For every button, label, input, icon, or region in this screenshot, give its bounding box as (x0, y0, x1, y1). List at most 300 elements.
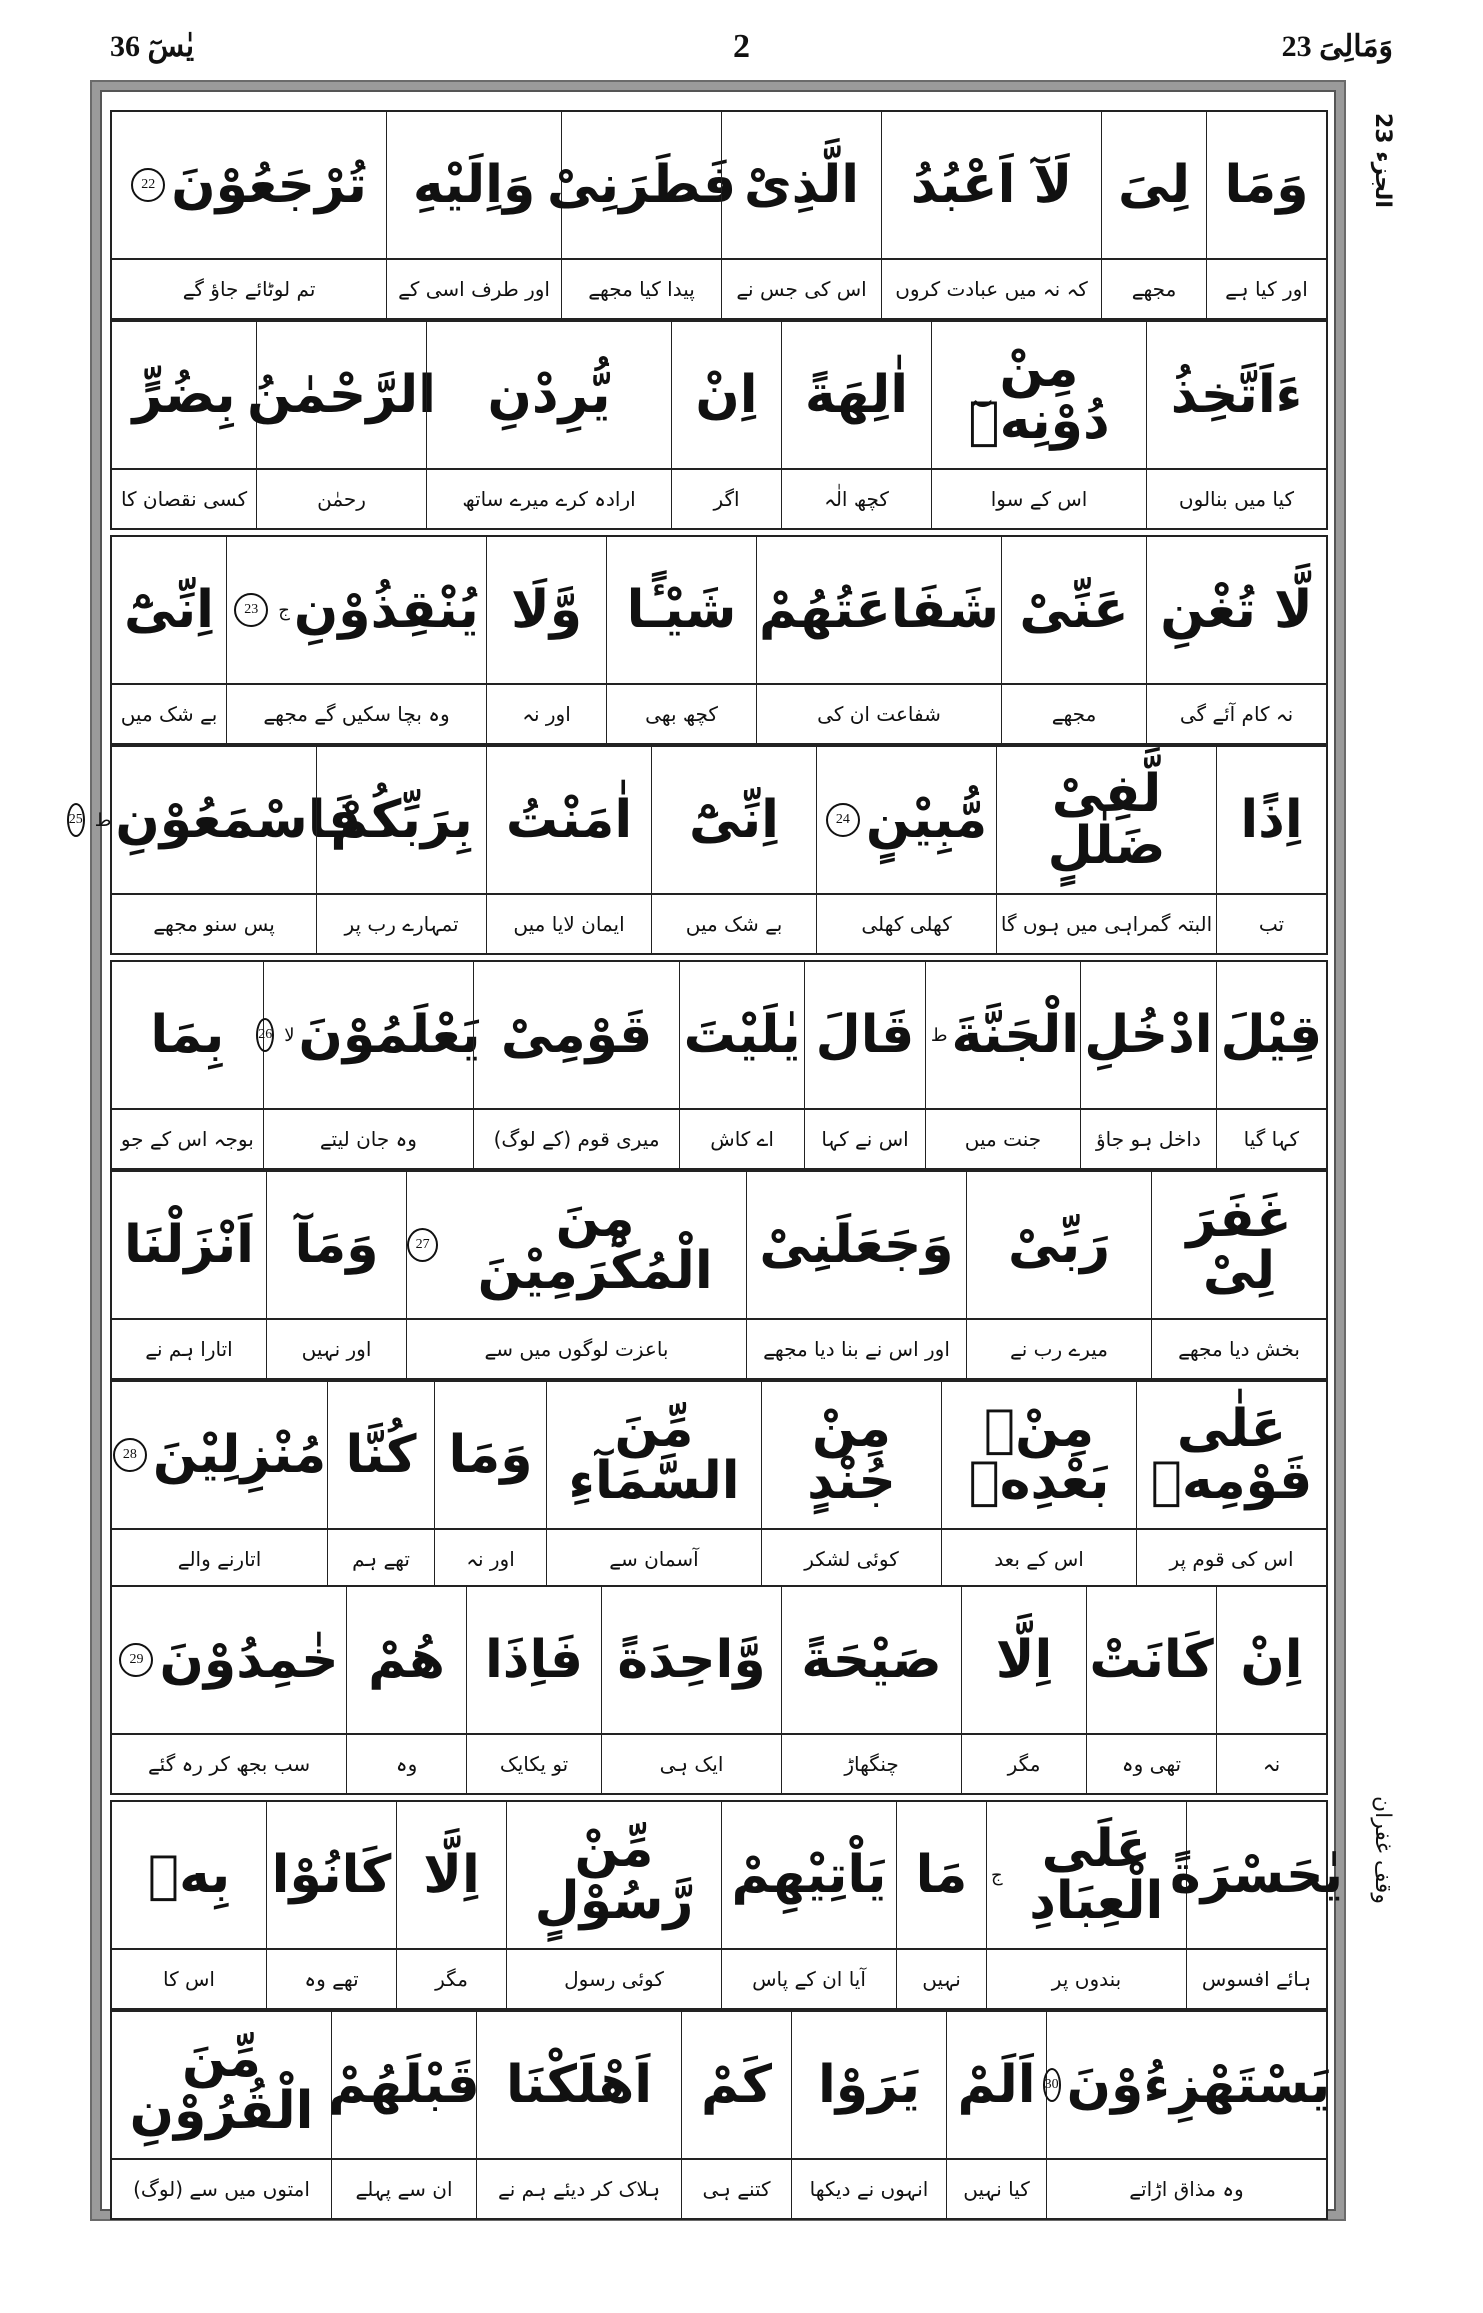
arabic-word: لَّا تُغْنِ (1160, 580, 1313, 640)
arabic-word: یَعْلَمُوْنَ (298, 1005, 481, 1065)
urdu-translation: اس کی جس نے (736, 277, 867, 301)
arabic-word: وَجَعَلَنِیْ (759, 1215, 954, 1275)
arabic-word: لَآ اَعْبُدُ (910, 155, 1073, 215)
arabic-word: ادْخُلِ (1084, 1005, 1213, 1065)
arabic-word-cell (112, 1172, 266, 1318)
verse-block (110, 960, 1328, 1170)
arabic-row (112, 1587, 1326, 1735)
translation-cell (112, 1110, 262, 1168)
arabic-word: مِّنَ السَّمَآءِ (568, 1399, 740, 1511)
arabic-word: یٰحَسْرَةً (1170, 1845, 1343, 1905)
arabic-word: الَّذِیْ (744, 155, 860, 215)
arabic-word: هُمْ (368, 1630, 445, 1690)
translation-cell (266, 1950, 396, 2008)
urdu-translation: بندوں پر (1051, 1967, 1122, 1991)
translation-cell (256, 470, 426, 528)
arabic-word-cell (546, 112, 737, 258)
translation-row (112, 1530, 1326, 1588)
translation-cell (226, 685, 486, 743)
arabic-word: شَفَاعَتُهُمْ (759, 580, 999, 640)
urdu-translation: رحمٰن (317, 487, 366, 511)
urdu-translation: بے شک میں (685, 912, 783, 936)
urdu-translation: نہ (1262, 1752, 1281, 1776)
verse-block (110, 1170, 1328, 1380)
urdu-translation: مجھے (1131, 277, 1177, 301)
arabic-row (112, 1382, 1326, 1530)
translation-cell (671, 470, 781, 528)
arabic-word: قَالَ (815, 1005, 915, 1065)
arabic-word: مِنْ دُوْنِهٖٓ (968, 339, 1110, 451)
translation-cell (331, 2160, 476, 2218)
arabic-word: شَیْـًٔا (626, 580, 737, 640)
arabic-word-cell (946, 2012, 1046, 2158)
urdu-translation: کوئی لشکر (804, 1547, 899, 1571)
translation-row (112, 2160, 1326, 2218)
translation-cell (816, 895, 996, 953)
arabic-word: مِنْۢ بَعْدِهٖ (968, 1399, 1110, 1511)
translation-cell (112, 1320, 266, 1378)
translation-cell (1146, 685, 1326, 743)
verse-block (110, 320, 1328, 530)
arabic-word-cell (931, 322, 1146, 468)
arabic-word-cell (112, 962, 262, 1108)
arabic-word-cell (486, 747, 651, 893)
urdu-translation: کھلی کھلی (861, 912, 952, 936)
arabic-row (112, 2012, 1331, 2160)
translation-cell (791, 2160, 946, 2218)
arabic-word: یَسْتَهْزِءُوْنَ (1066, 2055, 1331, 2115)
translation-cell (721, 1950, 896, 2008)
arabic-word-cell (486, 537, 606, 683)
urdu-translation: تمہارے رب پر (344, 912, 459, 936)
arabic-word-cell (1216, 962, 1326, 1108)
translation-cell (961, 1735, 1086, 1793)
translation-cell (1206, 260, 1326, 318)
arabic-word-cell (804, 962, 924, 1108)
urdu-translation: تھے ہم (352, 1547, 410, 1571)
arabic-word: وَّلَا (510, 580, 583, 640)
translation-cell (263, 1110, 474, 1168)
arabic-word-cell (112, 1802, 266, 1948)
arabic-word-cell (112, 1587, 346, 1733)
translation-cell (681, 2160, 791, 2218)
translation-cell (506, 1950, 721, 2008)
urdu-translation: کیا نہیں (963, 2177, 1030, 2201)
translation-cell (781, 470, 931, 528)
arabic-word: اَلَمْ (957, 2055, 1036, 2115)
arabic-word: كَمْ (701, 2055, 773, 2115)
translation-cell (1151, 1320, 1326, 1378)
urdu-translation: اور کیا ہے (1225, 277, 1308, 301)
translation-cell (651, 895, 816, 953)
arabic-word-cell (546, 1382, 761, 1528)
urdu-translation: اور نہ (466, 1547, 515, 1571)
translation-cell (896, 1950, 986, 2008)
translation-cell (1101, 260, 1206, 318)
translation-cell (346, 1735, 466, 1793)
translation-cell (1216, 1110, 1326, 1168)
urdu-translation: اتارا ہم نے (145, 1337, 233, 1361)
arabic-word-cell (476, 2012, 681, 2158)
translation-cell (406, 1320, 746, 1378)
arabic-word-cell (1101, 112, 1206, 258)
translation-cell (761, 1530, 941, 1588)
arabic-word-cell (606, 537, 756, 683)
translation-cell (925, 1110, 1081, 1168)
arabic-word: وَمَا (1224, 155, 1309, 215)
urdu-translation: پس سنو مجھے (153, 912, 275, 936)
urdu-translation: کہ نہ میں عبادت کروں (895, 277, 1088, 301)
urdu-translation: اس نے کہا (821, 1127, 909, 1151)
urdu-translation: اس کے سوا (990, 487, 1088, 511)
arabic-word-cell (1136, 1382, 1326, 1528)
urdu-translation: داخل ہو جاؤ (1096, 1127, 1201, 1151)
urdu-translation: کہا گیا (1243, 1127, 1299, 1151)
ayah-number-marker: 29 (119, 1643, 153, 1677)
urdu-translation: ایک ہی (659, 1752, 724, 1776)
arabic-word-cell (961, 1587, 1086, 1733)
arabic-word-cell (1086, 1587, 1216, 1733)
arabic-word-cell (266, 1172, 406, 1318)
arabic-word-cell (112, 537, 226, 683)
urdu-translation: بے شک میں (120, 702, 218, 726)
page-header-left: یٰسٓ 36 (110, 30, 195, 63)
arabic-word-cell (721, 112, 881, 258)
translation-cell (1146, 470, 1326, 528)
urdu-translation: آسمان سے (609, 1547, 699, 1571)
urdu-translation: بوجہ اس کے جو (120, 1127, 254, 1151)
arabic-row (112, 1172, 1326, 1320)
arabic-row (112, 537, 1326, 685)
urdu-translation: شفاعت ان کی (817, 702, 941, 726)
arabic-word: وَاِلَیْهِ (412, 155, 536, 215)
arabic-word-cell (68, 747, 362, 893)
translation-cell (112, 2160, 331, 2218)
ayah-number-marker: 26 (256, 1018, 274, 1052)
arabic-word: یُّرِدْنِ (487, 365, 611, 425)
arabic-word: یُنْقِذُوْنِ (293, 580, 479, 640)
urdu-translation: وہ (395, 1752, 418, 1776)
arabic-word-cell (966, 1172, 1151, 1318)
arabic-word: مِّنْ رَّسُوْلٍ (534, 1819, 694, 1931)
arabic-word-cell (1146, 537, 1326, 683)
translation-row (112, 1950, 1326, 2008)
translation-row (112, 260, 1326, 318)
translation-cell (386, 260, 561, 318)
waqf-sign: ط (94, 809, 112, 831)
ayah-number-marker: 24 (826, 803, 860, 837)
urdu-translation: تھے وہ (304, 1967, 359, 1991)
translation-cell (941, 1530, 1136, 1588)
urdu-translation: ہلاک کر دیئے ہم نے (497, 2177, 661, 2201)
arabic-word-cell (327, 1382, 434, 1528)
arabic-word: عَنِّیْ (1019, 580, 1129, 640)
translation-cell (679, 1110, 804, 1168)
juz-marker: الجزء 23 (1370, 112, 1395, 208)
arabic-row (112, 322, 1326, 470)
verse-block (110, 1380, 1328, 1590)
urdu-translation: البتہ گمراہی میں ہوں گا (1000, 912, 1213, 936)
arabic-word: بِضُرٍّ (132, 365, 236, 425)
arabic-word-cell (746, 1172, 966, 1318)
arabic-word: اٰلِهَةً (804, 365, 909, 425)
arabic-word-cell (816, 747, 996, 893)
translation-cell (1216, 895, 1326, 953)
urdu-translation: جنت میں (964, 1127, 1042, 1151)
arabic-word: تُرْجَعُوْنَ (171, 155, 367, 215)
translation-cell (996, 895, 1216, 953)
translation-cell (561, 260, 721, 318)
arabic-word: وَمَا (448, 1425, 533, 1485)
arabic-word: كَانَتْ (1089, 1630, 1214, 1690)
arabic-word-cell (781, 322, 931, 468)
arabic-row (112, 112, 1326, 260)
translation-cell (466, 1735, 601, 1793)
urdu-translation: اتارنے والے (177, 1547, 262, 1571)
arabic-word-cell (506, 1802, 721, 1948)
arabic-word-cell (941, 1382, 1136, 1528)
arabic-word: غَفَرَ لِیْ (1186, 1189, 1292, 1301)
arabic-word-cell (1080, 962, 1215, 1108)
arabic-word: مِّنَ الْقُرُوْنِ (129, 2029, 314, 2141)
arabic-word-cell (756, 537, 1001, 683)
verse-block (110, 1585, 1328, 1795)
urdu-translation: آیا ان کے پاس (752, 1967, 866, 1991)
arabic-word-cell (1216, 747, 1326, 893)
arabic-word-cell (112, 112, 386, 258)
arabic-word: اِنِّیْٓ (689, 790, 780, 850)
arabic-word: قَوْمِیْ (500, 1005, 653, 1065)
ayah-number-marker: 25 (67, 803, 85, 837)
arabic-word-cell (925, 962, 1081, 1108)
urdu-translation: کچھ الٰہ (824, 487, 889, 511)
translation-cell (476, 2160, 681, 2218)
waqf-sign: ط (930, 1024, 948, 1046)
arabic-word: اَهْلَكْنَا (505, 2055, 653, 2115)
translation-cell (601, 1735, 781, 1793)
arabic-word-cell (386, 112, 561, 258)
arabic-word-cell (328, 2012, 480, 2158)
arabic-word: مُنْزِلِیْنَ (152, 1425, 327, 1485)
arabic-word: بِهٖ (147, 1845, 231, 1905)
urdu-translation: کچھ بھی (645, 702, 718, 726)
urdu-translation: کوئی رسول (564, 1967, 664, 1991)
arabic-word: وَّاحِدَةً (617, 1630, 766, 1690)
verse-block (110, 110, 1328, 320)
waqf-note: وقف غفران (1370, 1796, 1395, 1904)
arabic-word: قَبْلَهُمْ (328, 2055, 480, 2115)
urdu-translation: وہ جان لیتے (319, 1127, 417, 1151)
arabic-word-cell (679, 962, 804, 1108)
arabic-word-cell (761, 1382, 941, 1528)
urdu-translation: کیا میں بنالوں (1178, 487, 1295, 511)
translation-cell (266, 1320, 406, 1378)
verse-block (68, 745, 1328, 955)
translation-cell (1001, 685, 1146, 743)
arabic-word-cell (112, 1382, 327, 1528)
translation-cell (606, 685, 756, 743)
arabic-row (68, 747, 1326, 895)
translation-row (112, 1320, 1326, 1378)
arabic-word-cell (426, 322, 671, 468)
arabic-word: یَرَوْا (817, 2055, 921, 2115)
arabic-word: مِنْ جُنْدٍ (807, 1399, 896, 1511)
urdu-translation: میری قوم (کے لوگ) (493, 1127, 660, 1151)
arabic-word-cell (1044, 2012, 1331, 2158)
ayah-number-marker: 23 (234, 593, 268, 627)
translation-cell (486, 895, 651, 953)
translation-cell (112, 1950, 266, 2008)
arabic-word-cell (247, 322, 436, 468)
arabic-word: عَلٰى قَوْمِهٖ (1150, 1399, 1313, 1511)
page-header-right: وَمَالِیَ 23 (1281, 30, 1393, 63)
verse-block (110, 535, 1328, 745)
arabic-word-cell (258, 962, 481, 1108)
arabic-word-cell (881, 112, 1101, 258)
translation-cell (966, 1320, 1151, 1378)
translation-cell (746, 1320, 966, 1378)
urdu-translation: اے کاش (710, 1127, 774, 1151)
arabic-word-cell (396, 1802, 506, 1948)
arabic-word-cell (473, 962, 679, 1108)
arabic-word-cell (1151, 1172, 1326, 1318)
translation-cell (1216, 1735, 1326, 1793)
urdu-translation: اس کے بعد (994, 1547, 1084, 1571)
translation-cell (1046, 2160, 1326, 2218)
arabic-word: خٰمِدُوْنَ (159, 1630, 339, 1690)
urdu-translation: تھی وہ (1121, 1752, 1182, 1776)
arabic-word-cell (316, 747, 486, 893)
arabic-word-cell (651, 747, 816, 893)
translation-row (112, 685, 1326, 743)
urdu-translation: وہ بچا سکیں گے مجھے (263, 702, 450, 726)
arabic-word: الْجَنَّةَ (951, 1005, 1080, 1065)
arabic-word-cell (986, 1802, 1186, 1948)
arabic-word: اِلَّا (995, 1630, 1053, 1690)
urdu-translation: سب بجھ کر رہ گئے (147, 1752, 311, 1776)
translation-cell (486, 685, 606, 743)
arabic-word: فَطَرَنِیْ (546, 155, 737, 215)
urdu-translation: ارادہ کرے میرے ساتھ (462, 487, 636, 511)
arabic-word-cell (112, 2012, 331, 2158)
arabic-word-cell (721, 1802, 896, 1948)
urdu-translation: اگر (713, 487, 740, 511)
translation-cell (881, 260, 1101, 318)
urdu-translation: نہیں (922, 1967, 961, 1991)
arabic-word: اِنِّیْٓ (124, 580, 214, 640)
arabic-word-cell (1146, 322, 1326, 468)
waqf-sign: ج (278, 599, 290, 621)
arabic-word-cell (406, 1172, 746, 1318)
translation-cell (1080, 1110, 1215, 1168)
arabic-word-cell (896, 1802, 986, 1948)
arabic-word: بِمَا (150, 1005, 225, 1065)
arabic-word-cell (466, 1587, 601, 1733)
arabic-word-cell (791, 2012, 946, 2158)
arabic-word: مِنَ الْمُكْرَمِیْنَ (477, 1189, 713, 1301)
translation-cell (546, 1530, 761, 1588)
arabic-word: رَبِّیْ (1007, 1215, 1111, 1275)
urdu-translation: مگر (1007, 1752, 1041, 1776)
urdu-translation: میرے رب نے (1010, 1337, 1108, 1361)
translation-cell (112, 1735, 346, 1793)
translation-row (112, 1110, 1326, 1168)
translation-cell (804, 1110, 924, 1168)
translation-cell (112, 685, 226, 743)
arabic-row (112, 1802, 1343, 1950)
arabic-word-cell (112, 322, 256, 468)
ayah-number-marker: 30 (1043, 2068, 1061, 2102)
arabic-word: قِیْلَ (1220, 1005, 1323, 1065)
urdu-translation: ہائے افسوس (1201, 1967, 1312, 1991)
arabic-word: اَنْزَلْنَا (124, 1215, 255, 1275)
translation-row (112, 470, 1326, 528)
urdu-translation: چنگھاڑ (844, 1752, 899, 1776)
arabic-word: وَمَآ (294, 1215, 379, 1275)
arabic-word-cell (681, 2012, 791, 2158)
waqf-sign: ج (991, 1864, 1003, 1886)
verse-block (110, 2010, 1331, 2220)
arabic-word-cell (781, 1587, 961, 1733)
arabic-word-cell (1170, 1802, 1343, 1948)
translation-cell (1086, 1735, 1216, 1793)
verse-block (110, 1800, 1343, 2010)
page-number: 2 (733, 28, 750, 65)
translation-cell (316, 895, 486, 953)
arabic-word-cell (1001, 537, 1146, 683)
translation-cell (112, 895, 316, 953)
urdu-translation: تب (1258, 912, 1285, 936)
arabic-word: اِنْ (695, 365, 758, 425)
urdu-translation: باعزت لوگوں میں سے (484, 1337, 669, 1361)
arabic-word: لَّفِیْ ضَلٰلٍ (1047, 764, 1166, 876)
urdu-translation: مجھے (1051, 702, 1097, 726)
arabic-word: كَانُوْا (271, 1845, 392, 1905)
translation-cell (721, 260, 881, 318)
translation-cell (781, 1735, 961, 1793)
urdu-translation: اور نہیں (301, 1337, 372, 1361)
urdu-translation: اس کا (163, 1967, 215, 1991)
urdu-translation: کتنے ہی (702, 2177, 771, 2201)
translation-cell (434, 1530, 546, 1588)
urdu-translation: نہ کام آئے گی (1179, 702, 1294, 726)
translation-row (112, 895, 1326, 953)
translation-cell (473, 1110, 679, 1168)
translation-cell (1186, 1950, 1326, 2008)
arabic-word: اِنْ (1240, 1630, 1303, 1690)
urdu-translation: تم لوٹائے جاؤ گے (182, 277, 316, 301)
urdu-translation: اور طرف اسی کے (398, 277, 550, 301)
urdu-translation: مگر (435, 1967, 468, 1991)
arabic-word: یٰلَیْتَ (683, 1005, 801, 1065)
waqf-sign: لا (284, 1024, 295, 1046)
translation-cell (1136, 1530, 1326, 1588)
ayah-number-marker: 28 (113, 1438, 147, 1472)
urdu-translation: اس کی قوم پر (1169, 1547, 1294, 1571)
ayah-number-marker: 27 (407, 1228, 438, 1262)
ayah-number-marker: 22 (131, 168, 165, 202)
urdu-translation: اور نہ (522, 702, 571, 726)
arabic-word: الرَّحْمٰنُ (247, 365, 436, 425)
arabic-word-cell (266, 1802, 396, 1948)
urdu-translation: وہ مذاق اڑاتے (1129, 2177, 1244, 2201)
arabic-word: كُنَّا (345, 1425, 417, 1485)
arabic-word-cell (1216, 1587, 1326, 1733)
arabic-word: صَیْحَةً (801, 1630, 942, 1690)
arabic-word: عَلَى الْعِبَادِ (1029, 1819, 1164, 1931)
arabic-word-cell (671, 322, 781, 468)
arabic-word-cell (601, 1587, 781, 1733)
